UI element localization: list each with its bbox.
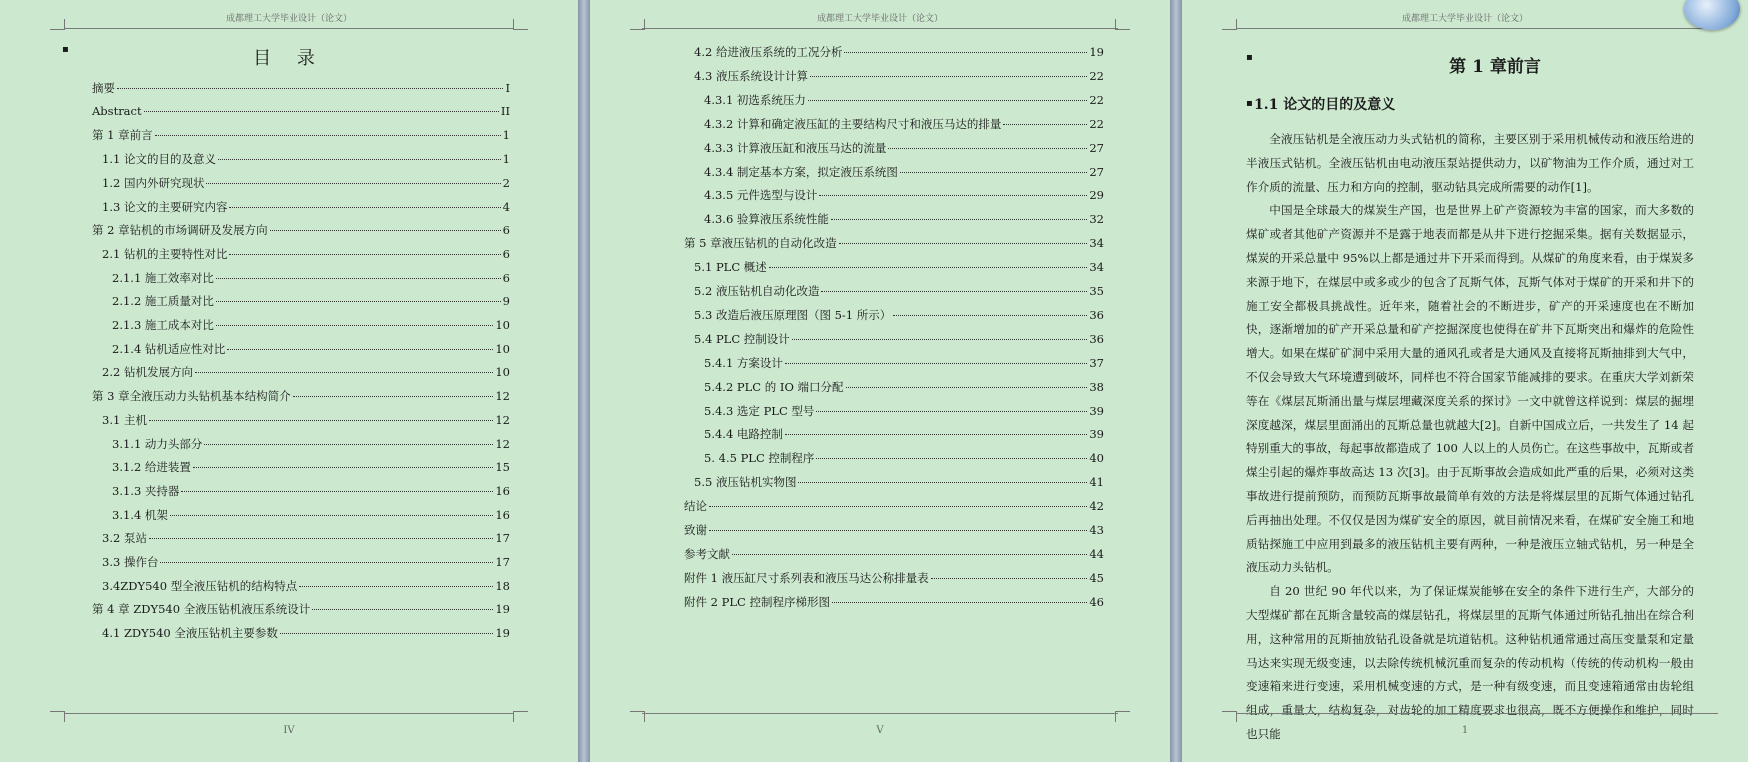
toc-page-number: 27 [1089,140,1104,155]
toc-entry-title: 参考文献 [684,546,730,561]
toc-entry[interactable] [704,403,1104,419]
toc-entry[interactable] [112,317,510,333]
toc-entry[interactable] [684,235,1104,251]
toc-leader-dots [931,578,1088,579]
toc-entry-title: 5.4.3 选定 PLC 型号 [704,403,815,418]
toc-entry[interactable] [704,426,1104,442]
toc-entry-title: 附件 1 液压缸尺寸系列表和液压马达公称排量表 [684,570,929,585]
toc-leader-dots [149,538,493,539]
toc-entry-title: 1.2 国内外研究现状 [102,175,205,190]
toc-leader-dots [792,339,1088,340]
toc-entry[interactable] [694,474,1104,490]
toc-page-number: 22 [1089,68,1104,83]
toc-entry-title: 2.1.4 钻机适应性对比 [112,341,226,356]
toc-entry[interactable] [684,498,1104,514]
paragraph-mark: ▪ [1246,52,1253,63]
toc-entry-title: 2.2 钻机发展方向 [102,365,193,380]
header-rule [642,28,1118,29]
toc-leader-dots [216,301,501,302]
toc-leader-dots [227,349,493,350]
toc-entry-title: 5. 4.5 PLC 控制程序 [704,451,815,466]
toc-entry[interactable] [684,570,1104,586]
toc-page-number: 12 [495,412,510,427]
toc-entry-title: 5.4.4 电路控制 [704,427,783,442]
toc-leader-dots [808,100,1087,101]
toc-page-number: 43 [1089,523,1104,537]
toc-entry[interactable] [704,211,1104,227]
page-header: 成都理工大学毕业设计（论文） [816,14,943,24]
crop-mark [1222,19,1237,30]
toc-entry[interactable] [92,80,510,96]
toc-entry[interactable] [704,187,1104,203]
toc-leader-dots [312,609,493,610]
page-number: 1 [1461,725,1469,736]
crop-mark [630,19,645,30]
toc-leader-dots [810,76,1087,77]
toc-entry-title: 3.1.4 机架 [112,507,168,522]
toc-entry-title: 1.1 论文的目的及意义 [102,152,216,167]
toc-entry-title: 5.4.2 PLC 的 IO 端口分配 [704,379,844,394]
toc-entry[interactable] [92,222,510,238]
toc-entry-title: 5.5 液压钻机实物图 [694,475,797,490]
toc-leader-dots [299,586,493,587]
toc-entry[interactable] [112,341,510,357]
toc-page-number: 6 [502,270,510,285]
toc-entry-title: 3.1.1 动力头部分 [112,436,203,451]
toc-entry[interactable] [684,522,1104,538]
document-page-toc-2[interactable] [590,0,1170,762]
toc-leader-dots [819,195,1087,196]
toc-entry-title: 第 5 章液压钻机的自动化改造 [684,236,837,251]
toc-leader-dots [846,387,1088,388]
toc-entry-title: 3.4ZDY540 型全液压钻机的结构特点 [102,578,298,593]
crop-mark [513,19,528,30]
toc-leader-dots [170,515,493,516]
toc-page-number: 39 [1089,427,1104,442]
toc-page-number: 19 [495,626,510,641]
body-text [1246,128,1694,747]
app-logo-icon [1684,0,1740,30]
toc-title: 目 录 [253,48,325,69]
footer-rule [64,713,514,714]
toc-page-number: 10 [495,318,510,332]
document-page-toc-1[interactable] [0,0,578,762]
toc-leader-dots [900,172,1087,173]
toc-entry-title: 2.1 钻机的主要特性对比 [102,246,228,261]
toc-page-number: 2 [502,175,510,190]
toc-page-number: 36 [1089,331,1104,346]
toc-entry[interactable] [102,364,510,380]
page-gutter [578,0,590,762]
toc-entry[interactable] [92,104,510,118]
toc-page-number: 15 [495,460,510,475]
toc-leader-dots [160,562,493,563]
toc-entry-title: 4.3.4 制定基本方案，拟定液压系统图 [704,164,898,179]
toc-page-number: 27 [1089,164,1104,179]
toc-page-number: 17 [495,531,510,546]
toc-page-number: 39 [1089,403,1104,418]
toc-leader-dots [844,52,1087,53]
toc-entry-title: 4.3.3 计算液压缸和液压马达的流量 [704,140,887,155]
toc-entry[interactable] [92,601,510,617]
toc-page-number: 37 [1089,355,1104,370]
toc-leader-dots [193,467,493,468]
section-title: 1.1 论文的目的及意义 [1254,97,1396,113]
toc-entry-title: 4.2 给进液压系统的工况分析 [694,45,843,59]
toc-entry[interactable] [704,140,1104,156]
toc-page-number: 10 [495,341,510,356]
toc-leader-dots [117,88,503,89]
toc-leader-dots [888,148,1087,149]
toc-page-number: 44 [1089,546,1104,561]
toc-page-number: 22 [1089,92,1104,107]
page-number: V [876,725,884,736]
toc-leader-dots [831,219,1087,220]
toc-page-number: 34 [1089,260,1104,275]
toc-entry-title: 摘要 [92,81,115,95]
crop-mark [1222,711,1237,722]
toc-page-number: 6 [502,223,510,238]
toc-entry[interactable] [112,270,510,286]
toc-entry[interactable] [694,259,1104,275]
toc-leader-dots [293,396,494,397]
page-number: IV [283,725,295,736]
toc-page-number: 1 [502,128,510,143]
toc-entry[interactable] [112,483,510,499]
toc-entry[interactable] [704,116,1104,132]
toc-page-number: 40 [1089,451,1104,466]
toc-page-number: 34 [1089,236,1104,251]
toc-page-number: 36 [1089,307,1104,322]
toc-page-number: 45 [1089,570,1104,585]
toc-entry-title: 5.1 PLC 概述 [694,260,767,275]
toc-entry[interactable] [694,283,1104,299]
toc-page-number: 4 [502,199,510,214]
toc-entry-title: 4.3.5 元件选型与设计 [704,188,818,203]
toc-entry-title: 3.2 泵站 [102,531,147,546]
toc-entry[interactable] [102,530,510,546]
toc-entry-title: 第 2 章钻机的市场调研及发展方向 [92,223,268,238]
page-header: 成都理工大学毕业设计（论文） [1401,14,1528,24]
toc-entry-title: 4.3 液压系统设计计算 [694,68,808,83]
toc-page-number: 46 [1089,594,1104,609]
toc-page-number: 35 [1089,284,1104,298]
toc-entry-title: 5.4 PLC 控制设计 [694,331,790,346]
toc-entry-title: 3.1.2 给进装置 [112,460,191,475]
toc-entry[interactable] [102,175,510,191]
toc-page-number: 29 [1089,188,1104,203]
toc-page-number: 22 [1089,116,1104,131]
toc-entry-title: 4.3.2 计算和确定液压缸的主要结构尺寸和液压马达的排量 [704,116,1002,131]
toc-entry-title: 4.3.1 初选系统压力 [704,92,806,107]
toc-entry-title: 第 4 章 ZDY540 全液压钻机液压系统设计 [92,602,311,617]
toc-leader-dots [832,602,1087,603]
toc-entry[interactable] [102,625,510,641]
toc-leader-dots [785,434,1087,435]
toc-entry-title: 致谢 [684,523,707,537]
toc-entry-title: 5.2 液压钻机自动化改造 [694,284,820,298]
toc-entry-title: 5.3 改造后液压原理图（图 5-1 所示） [694,307,892,322]
toc-leader-dots [839,243,1088,244]
page-gutter [1170,0,1182,762]
toc-leader-dots [798,482,1087,483]
toc-leader-dots [893,315,1087,316]
toc-leader-dots [229,254,500,255]
crop-mark [50,711,65,722]
toc-entry-title: 4.1 ZDY540 全液压钻机主要参数 [102,626,278,641]
toc-leader-dots [769,267,1088,268]
toc-leader-dots [821,291,1087,292]
paragraph-mark: ▪ [62,44,69,55]
paragraph-mark: ▪ [1246,98,1253,109]
toc-entry[interactable] [704,355,1104,371]
toc-entry[interactable] [92,127,510,143]
toc-entry-title: 3.1 主机 [102,412,147,427]
toc-entry[interactable] [684,546,1104,562]
body-paragraph: 中国是全球最大的煤炭生产国，也是世界上矿产资源较为丰富的国家，而大多数的煤矿或者其他矿产资源并不是露于地表而都是从井下进行挖掘采集。据有关数据显示，煤炭的开采总量中 95%以上都是通过井下开采而得到。从煤矿的角度来看，由于煤炭多来源于地下，在煤层中或多或少的包含了瓦斯气体，瓦斯气体对于煤矿的开采和井下的施工安全都极具挑战性。近年来，随着社会的不断进步，矿产的开采速度也在不断加快，逐渐增加的矿产开采总量和矿产挖掘深度也使得在矿井下瓦斯突出和爆炸的危险性增大。如果在煤矿矿洞中采用大量的通风孔或者是大通风及直接将瓦斯抽排到大气中，不仅会导致大气环境遭到破坏，同样也不符合国家节能减排的要求。在重庆大学刘新荣等在《煤层瓦斯涌出量与煤层埋藏深度关系的探讨》一文中就曾这样说到：煤层的掘埋深度越深，煤层里面涌出的瓦斯总量也就越大[2]。自新中国成立后，一共发生了 14 起特别重大的事故，每起事故都造成了 100 人以上的人员伤亡。在这些事故中，瓦斯或者煤尘引起的爆炸事故高达 13 次[3]。由于瓦斯事故会造成如此严重的后果，必须对这类事故进行提前预防，而预防瓦斯事故最简单有效的方法是将煤层里的瓦斯气体通过钻孔后再抽出处理。不仅仅是因为煤矿安全的原因，就目前情况来看，在煤矿安全施工和地质钻探施工中应用到最多的液压钻机主要有两种，一种是液压立轴式钻机，另一种是全液压动力头钻机。 [1246,203,1694,575]
toc-entry-title: 5.4.1 方案设计 [704,355,783,370]
footer-rule [642,713,1118,714]
toc-leader-dots [144,111,499,112]
toc-leader-dots [280,633,494,634]
toc-leader-dots [816,411,1087,412]
toc-entry[interactable] [112,459,510,475]
toc-page-number: 42 [1089,499,1104,514]
toc-leader-dots [181,491,493,492]
toc-leader-dots [709,530,1087,531]
toc-page-number: 16 [495,507,510,522]
toc-page-number: 19 [495,602,510,617]
toc-entry[interactable] [102,151,510,167]
toc-leader-dots [816,458,1087,459]
toc-entry[interactable] [694,307,1104,323]
toc-leader-dots [218,159,501,160]
toc-page-number: 17 [495,555,510,569]
toc-entry-title: Abstract [92,103,142,118]
crop-mark [1115,711,1130,722]
toc-page-number: 6 [502,246,510,261]
toc-entry-title: 1.3 论文的主要研究内容 [102,199,228,214]
toc-entry[interactable] [704,379,1104,395]
toc-entry[interactable] [112,507,510,523]
footer-rule [1236,713,1718,714]
toc-leader-dots [204,444,493,445]
toc-leader-dots [216,325,493,326]
toc-entry-title: 3.3 操作台 [102,555,159,569]
toc-entry-title: 3.1.3 夹持器 [112,483,180,498]
toc-page-number: 1 [502,152,510,167]
toc-page-number: 32 [1089,212,1104,227]
toc-page-number: 16 [495,483,510,498]
crop-mark [1115,19,1130,30]
toc-entry[interactable] [102,199,510,215]
toc-entry-title: 第 3 章全液压动力头钻机基本结构简介 [92,389,291,404]
toc-leader-dots [206,183,500,184]
toc-leader-dots [216,278,501,279]
toc-entry[interactable] [694,331,1104,347]
toc-leader-dots [195,372,493,373]
header-rule [64,28,514,29]
toc-entry[interactable] [102,554,510,570]
toc-entry-title: 4.3.6 验算液压系统性能 [704,212,829,227]
toc-entry-title: 2.1.3 施工成本对比 [112,318,214,332]
toc-page-number: I [505,81,510,95]
document-page-chapter-1[interactable] [1182,0,1748,762]
toc-page-number: 10 [495,365,510,380]
toc-page-number: 38 [1089,379,1104,394]
toc-entry[interactable] [704,164,1104,180]
toc-page-number: 12 [495,389,510,404]
crop-mark [50,19,65,30]
toc-entry[interactable] [102,412,510,428]
toc-entry[interactable] [694,68,1104,84]
toc-leader-dots [785,363,1087,364]
toc-entry[interactable] [102,578,510,594]
toc-entry-title: 2.1.1 施工效率对比 [112,270,214,285]
toc-entry-title: 附件 2 PLC 控制程序梯形图 [684,594,830,609]
toc-page-number: 18 [495,578,510,593]
crop-mark [513,711,528,722]
toc-leader-dots [229,207,500,208]
toc-leader-dots [155,135,501,136]
toc-entry[interactable] [112,293,510,309]
toc-entry[interactable] [704,450,1104,466]
toc-entry-title: 结论 [684,499,707,514]
toc-entry-title: 第 1 章前言 [92,128,153,143]
toc-page-number: 9 [502,294,510,309]
page-header: 成都理工大学毕业设计（论文） [225,14,352,24]
toc-leader-dots [709,506,1087,507]
toc-entry[interactable] [102,246,510,262]
toc-leader-dots [149,420,493,421]
toc-page-number: 12 [495,436,510,451]
toc-entry[interactable] [684,594,1104,610]
toc-entry-title: 2.1.2 施工质量对比 [112,294,214,309]
toc-page-number: 19 [1089,45,1104,59]
crop-mark [630,711,645,722]
toc-page-number: 41 [1089,475,1104,490]
toc-entry[interactable] [112,436,510,452]
toc-entry[interactable] [92,388,510,404]
header-rule [1236,28,1718,29]
body-paragraph: 全液压钻机是全液压动力头式钻机的简称，主要区别于采用机械传动和液压给进的半液压式钻机。全液压钻机由电动液压泵站提供动力，以矿物油为工作介质，通过对工作介质的流量、压力和方向的控制，驱动钻具完成所需要的动作[1]。 [1246,132,1694,194]
toc-leader-dots [732,554,1087,555]
toc-entry[interactable] [704,92,1104,108]
toc-entry[interactable] [694,44,1104,60]
toc-leader-dots [1003,124,1087,125]
toc-page-number: II [500,103,510,118]
body-paragraph: 自 20 世纪 90 年代以来，为了保证煤炭能够在安全的条件下进行生产，大部分的大型煤矿都在瓦斯含量较高的煤层钻孔，将煤层里的瓦斯气体通过所钻孔抽出在综合利用，这种常用的瓦斯抽放钻孔设备就是坑道钻机。这种钻机通常通过高压变量泵和定量马达来实现无级变速，以去除传统机械沉重而复杂的传动机构（传统的传动机构一般由变速箱来进行变速，采用机械变速的方式，是一种有级变速，而且变速箱通常由齿轮组组成，重量大，结构复杂，对齿轮的加工精度要求也很高，既不方便操作和维护，同时也只能 [1246,584,1694,741]
toc-leader-dots [270,230,501,231]
chapter-title: 第 1 章前言 [1449,57,1541,77]
